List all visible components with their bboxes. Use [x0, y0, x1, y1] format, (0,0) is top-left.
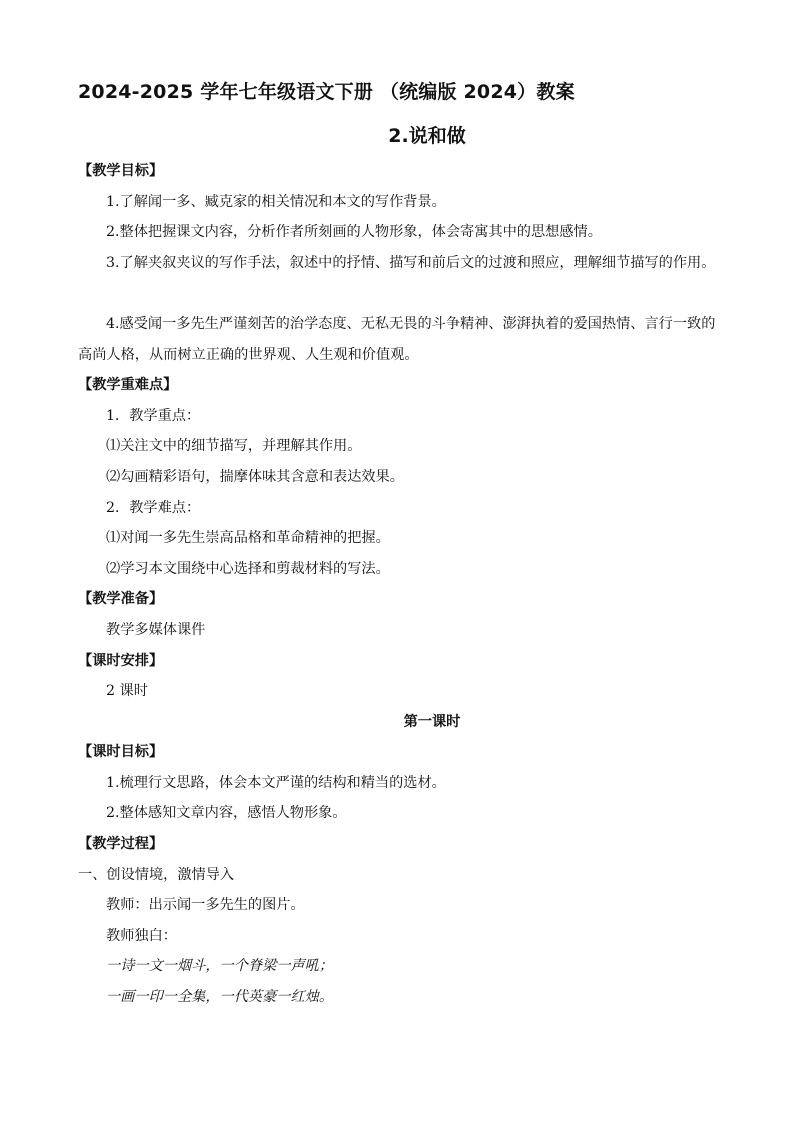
teacher-show: 教师：出示闻一多先生的图片。 [106, 897, 305, 914]
lesson-goals-heading: 【课时目标】 [78, 744, 164, 761]
objective-item: 2.整体把握课文内容，分析作者所刻画的人物形象，体会寄寓其中的思想感情。 [106, 224, 602, 241]
document-title: 2024-2025 学年七年级语文下册 （统编版 2024）教案 [78, 81, 575, 103]
preparation-heading: 【教学准备】 [78, 591, 164, 608]
process-step: 一、创设情境，激情导入 [78, 866, 235, 883]
lesson-title: 2.说和做 [388, 125, 466, 147]
poem-line: 一诗一文一烟斗，一个脊梁一声吼； [106, 958, 334, 975]
focus-item: ⑵勾画精彩语句，揣摩体味其含意和表达效果。 [106, 468, 404, 485]
difficulty-label: 2．教学难点： [106, 499, 201, 516]
schedule-text: 2 课时 [106, 683, 148, 700]
objective-item: 3.了解夹叙夹议的写作手法，叙述中的抒情、描写和前后文的过渡和照应，理解细节描写的作用。 [106, 254, 716, 271]
poem-line: 一画一印一全集，一代英豪一红烛。 [106, 989, 334, 1006]
key-points-heading: 【教学重难点】 [78, 377, 178, 394]
process-heading: 【教学过程】 [78, 836, 164, 853]
lesson-goal-item: 2.整体感知文章内容，感悟人物形象。 [106, 805, 347, 822]
objective-item: 1.了解闻一多、臧克家的相关情况和本文的写作背景。 [106, 193, 446, 210]
schedule-heading: 【课时安排】 [78, 652, 164, 669]
preparation-text: 教学多媒体课件 [106, 621, 206, 638]
document-body [78, 156, 726, 1013]
difficulty-item: ⑵学习本文围绕中心选择和剪裁材料的写法。 [106, 560, 390, 577]
objective-item: 4.感受闻一多先生严谨刻苦的治学态度、无私无畏的斗争精神、澎湃执着的爱国热情、言行一致的高尚人格，从而树立正确的世界观、人生观和价值观。 [78, 315, 716, 363]
first-lesson-title: 第一课时 [403, 713, 461, 730]
focus-label: 1．教学重点： [106, 407, 201, 424]
focus-item: ⑴关注文中的细节描写，并理解其作用。 [106, 438, 362, 455]
difficulty-item: ⑴对闻一多先生崇高品格和革命精神的把握。 [106, 530, 390, 547]
teacher-monologue-label: 教师独白： [106, 927, 177, 944]
objectives-heading: 【教学目标】 [78, 163, 164, 179]
lesson-goal-item: 1.梳理行文思路，体会本文严谨的结构和精当的选材。 [106, 774, 446, 791]
